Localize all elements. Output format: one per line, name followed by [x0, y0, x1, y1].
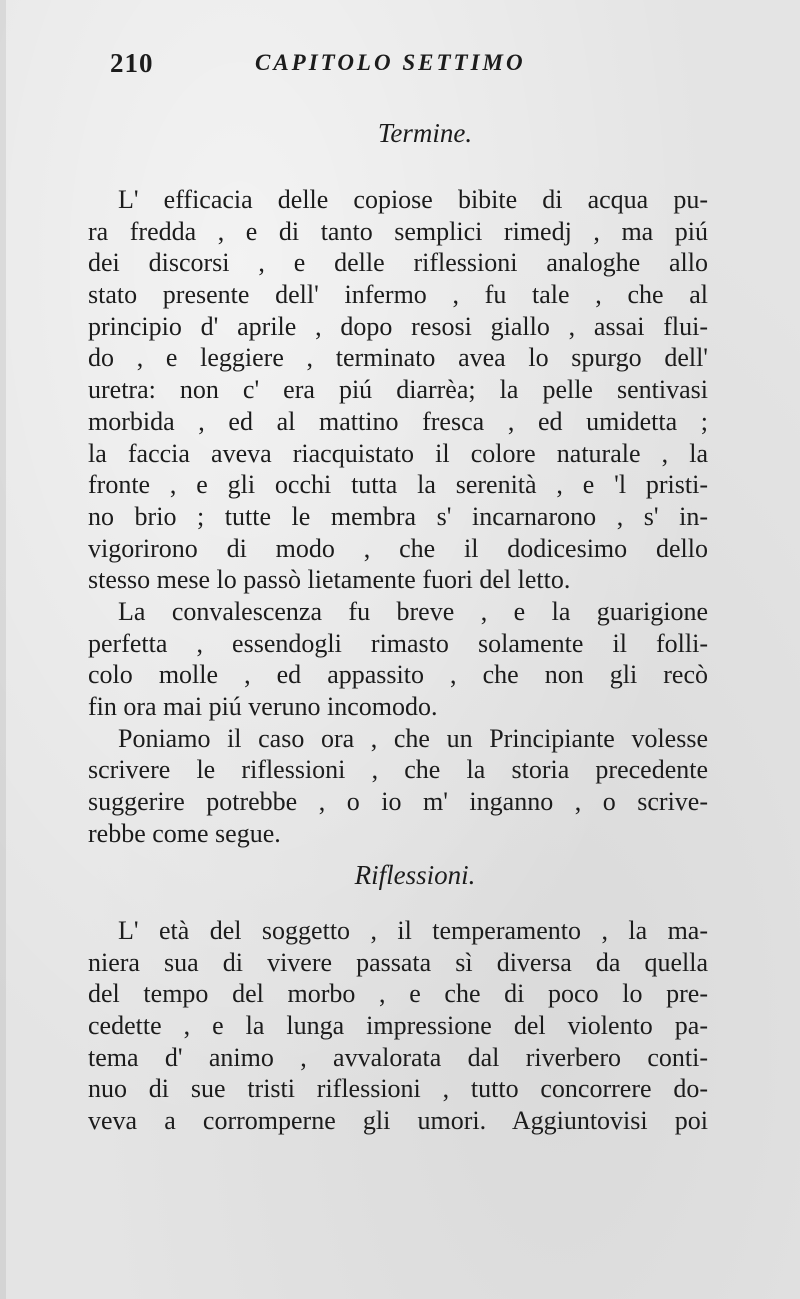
- section-body-riflessioni: [88, 915, 708, 1137]
- text-line: fronte , e gli occhi tutta la serenità , e 'l pristi-: [88, 470, 708, 500]
- text-line: suggerire potrebbe , o io m' inganno , o scrive-: [88, 787, 708, 817]
- running-head: CAPITOLO SETTIMO: [255, 50, 526, 75]
- section-title-termine: Termine.: [377, 118, 473, 148]
- text-line: morbida , ed al mattino fresca , ed umidetta ;: [88, 406, 708, 436]
- text-line: rebbe come segue.: [88, 818, 281, 848]
- text-line: vigorirono di modo , che il dodicesimo dello: [88, 533, 708, 563]
- text-line: scrivere le riflessioni , che la storia precedente: [88, 755, 708, 785]
- text-line: fin ora mai piú veruno incomodo.: [88, 692, 438, 721]
- text-line: uretra: non c' era piú diarrèa; la pelle sentivasi: [88, 375, 708, 405]
- text-line: L' efficacia delle copiose bibite di acqua pu-: [118, 185, 708, 214]
- text-line: cedette , e la lunga impressione del violento pa-: [88, 1011, 708, 1041]
- text-line: veva a corromperne gli umori. Aggiuntovisi poi: [88, 1106, 708, 1136]
- text-line: niera sua di vivere passata sì diversa da quella: [88, 947, 708, 977]
- text-line: del tempo del morbo , e che di poco lo pre-: [88, 979, 708, 1009]
- text-line: tema d' animo , avvalorata dal riverbero conti-: [88, 1042, 708, 1072]
- text-line: nuo di sue tristi riflessioni , tutto concorrere do-: [88, 1074, 708, 1104]
- section-title-riflessioni: Riflessioni.: [354, 860, 476, 890]
- text-line: stato presente dell' infermo , fu tale , che al: [88, 280, 708, 310]
- text-line: colo molle , ed appassito , che non gli recò: [88, 660, 708, 690]
- page-header: [110, 48, 710, 88]
- text-line: Poniamo il caso ora , che un Principiante volesse: [118, 723, 708, 753]
- text-line: L' età del soggetto , il temperamento , la ma-: [118, 916, 708, 945]
- text-line: do , e leggiere , terminato avea lo spurgo dell': [88, 343, 708, 373]
- text-line: principio d' aprile , dopo resosi giallo , assai flui-: [88, 311, 708, 341]
- text-line: la faccia aveva riacquistato il colore naturale , la: [88, 438, 708, 468]
- text-line: dei discorsi , e delle riflessioni analoghe allo: [88, 248, 708, 278]
- text-line: stesso mese lo passò lietamente fuori del letto.: [88, 565, 571, 595]
- text-line: La convalescenza fu breve , e la guarigione: [118, 596, 708, 626]
- text-line: ra fredda , e di tanto semplici rimedj , ma piú: [88, 216, 708, 246]
- text-line: perfetta , essendogli rimasto solamente il folli-: [88, 628, 708, 658]
- page-number: 210: [110, 48, 154, 78]
- text-line: no brio ; tutte le membra s' incarnarono , s' in-: [88, 501, 708, 531]
- section-body-termine: [88, 184, 708, 849]
- page-edge-shadow: [0, 0, 6, 1299]
